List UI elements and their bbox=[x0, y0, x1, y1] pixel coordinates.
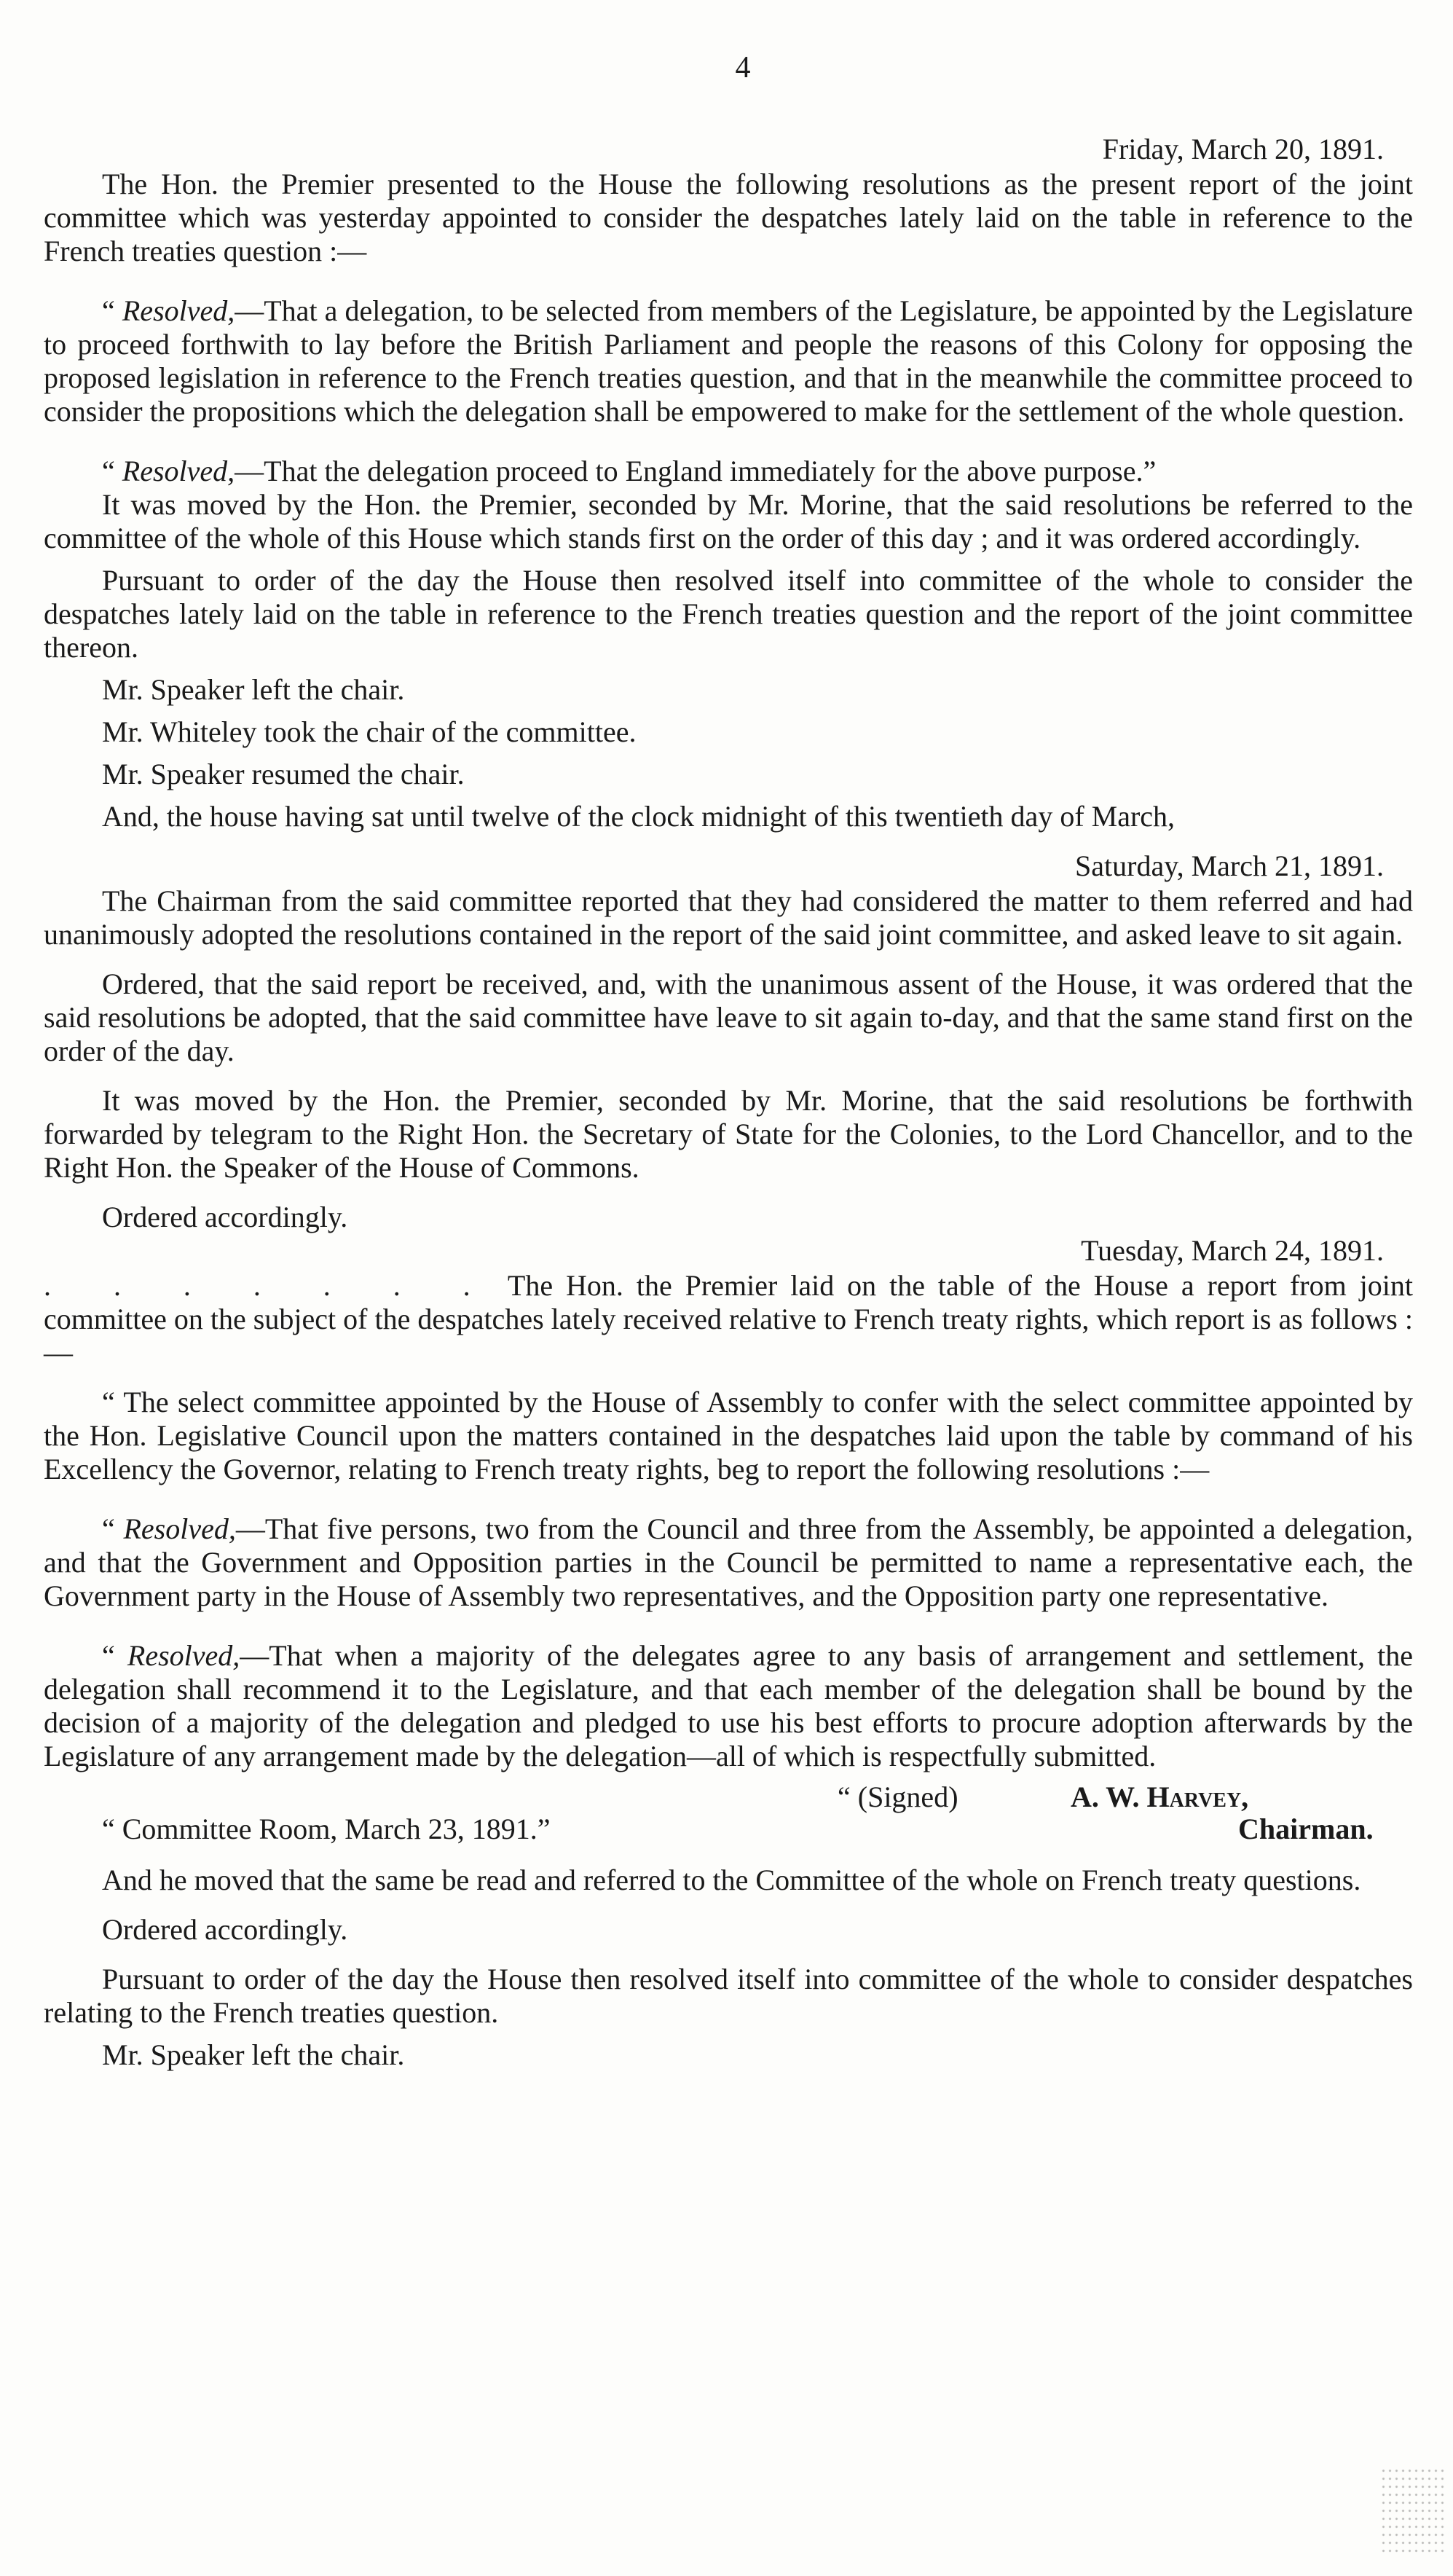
paragraph-speaker-left-2: Mr. Speaker left the chair. bbox=[102, 2038, 405, 2071]
paragraph-moved-referred: It was moved by the Hon. the Premier, seconded by Mr. Morine, that the said resolutions be referred to the committee of the whole of this House which stands first on the order of this day ; and it was ordered accordingly. bbox=[44, 488, 1413, 554]
paragraph-pursuant-despatches: Pursuant to order of the day the House then resolved itself into committee of the whole to consider despatches relating to the French treaties question. bbox=[44, 1963, 1413, 2029]
page-number: 4 bbox=[735, 51, 751, 85]
paragraph-pursuant-order: Pursuant to order of the day the House then resolved itself into committee of the whole to consider the despatches lately laid on the table in reference to the French treaties question and the report of the joint committee thereon. bbox=[44, 564, 1413, 664]
paragraph-whiteley-chair: Mr. Whiteley took the chair of the committee. bbox=[102, 715, 637, 748]
paragraph-moved-read: And he moved that the same be read and referred to the Committee of the whole on French treaty questions. bbox=[102, 1864, 1361, 1896]
signature-block bbox=[44, 1780, 1413, 1847]
paragraph-speaker-resumed: Mr. Speaker resumed the chair. bbox=[102, 758, 465, 790]
paragraph-ordered-received: Ordered, that the said report be received, and, with the unanimous assent of the House, it was ordered that the said resolutions be adopted, that the said committee have leave to sit again to-day, and that the same stand first on the order of the day. bbox=[44, 967, 1413, 1067]
quote-mark: “ bbox=[102, 1512, 124, 1545]
paragraph-select-committee: “ The select committee appointed by the House of Assembly to confer with the select committee appointed by the Hon. Legislative Council upon the matters contained in the despatches laid upon the table by command of his Excellency the Governor, relating to French treaty rights, beg to report the following resolutions :— bbox=[44, 1386, 1413, 1485]
resolution-text: —That a delegation, to be selected from members of the Legislature, be appointed by the Legislature to proceed forthwith to lay before the British Parliament and people the reasons of this Colony for opposing the proposed legislation in reference to the French treaties question, and that in the meanwhile the committee proceed to consider the propositions which the delegation shall be empowered to make for the settlement of the whole question. bbox=[44, 294, 1413, 428]
resolved-label: Resolved, bbox=[122, 294, 235, 327]
resolution-text: —That when a majority of the delegates agree to any basis of arrangement and settlement, the delegation shall recommend it to the Legislature, and that each member of the delegation shall be bound by the decision of a majority of the delegation and pledged to use his best efforts to procure adoption afterwards by the Legislature of any arrangement made by the delegation—all of which is respectfully submitted. bbox=[44, 1639, 1413, 1772]
paragraph-speaker-left: Mr. Speaker left the chair. bbox=[102, 673, 405, 706]
document-page bbox=[44, 51, 1413, 2072]
resolved-label: Resolved, bbox=[127, 1639, 240, 1672]
resolution-delegation bbox=[44, 294, 1413, 428]
paragraph-house-sat: And, the house having sat until twelve of the clock midnight of this twentieth day of March, bbox=[102, 800, 1176, 833]
signer-name bbox=[1071, 1780, 1248, 1814]
resolved-label: Resolved, bbox=[123, 1512, 236, 1545]
resolution-text: —That the delegation proceed to England immediately for the above purpose.” bbox=[235, 455, 1157, 487]
quote-mark: “ bbox=[102, 455, 122, 487]
quote-mark: “ bbox=[102, 294, 122, 327]
signer-title: Chairman. bbox=[1238, 1813, 1374, 1845]
date-heading-march-21: Saturday, March 21, 1891. bbox=[1075, 849, 1384, 882]
paragraph-ordered-accordingly: Ordered accordingly. bbox=[102, 1201, 348, 1233]
resolved-label: Resolved, bbox=[122, 455, 235, 487]
signer-surname-rest: arvey, bbox=[1169, 1780, 1249, 1813]
resolution-five-persons bbox=[44, 1512, 1413, 1613]
paragraph-ordered-accordingly-2: Ordered accordingly. bbox=[102, 1913, 348, 1946]
quote-mark: “ bbox=[102, 1639, 127, 1672]
resolution-proceed-england bbox=[44, 455, 1413, 488]
date-heading-march-24: Tuesday, March 24, 1891. bbox=[1081, 1234, 1384, 1267]
paragraph-moved-telegram: It was moved by the Hon. the Premier, seconded by Mr. Morine, that the said resolutions be forthwith forwarded by telegram to the Right Hon. the Secretary of State for the Colonies, to the Lord Chancellor, and to the Right Hon. the Speaker of the House of Commons. bbox=[44, 1084, 1413, 1184]
paragraph-premier-presented: The Hon. the Premier presented to the House the following resolutions as the present report of the joint committee which was yesterday appointed to consider the despatches lately laid on the table in reference to the French treaties question :— bbox=[44, 168, 1413, 267]
signed-label: “ (Signed) bbox=[838, 1780, 958, 1813]
resolution-text: —That five persons, two from the Council and three from the Assembly, be appointed a delegation, and that the Government and Opposition parties in the Council be permitted to name a representative each, the Government party in the House of Assembly two representatives, and the Opposition party one representative. bbox=[44, 1512, 1413, 1612]
paragraph-chairman-reported: The Chairman from the said committee reported that they had considered the matter to them referred and had unanimously adopted the resolutions contained in the report of the said joint committee, and asked leave to sit again. bbox=[44, 884, 1413, 951]
date-heading-march-20: Friday, March 20, 1891. bbox=[1102, 133, 1384, 165]
scan-noise bbox=[1380, 2467, 1446, 2554]
resolution-majority-delegates bbox=[44, 1639, 1413, 1773]
paragraph-text: The Hon. the Premier laid on the table of the House a report from joint committee on the subject of the despatches lately received relative to French treaty rights, which report is as follows :— bbox=[44, 1269, 1414, 1369]
signer-initials: A. W. H bbox=[1071, 1780, 1170, 1813]
leader-dots: . . . . . . . bbox=[44, 1269, 495, 1302]
paragraph-premier-laid-report bbox=[44, 1269, 1413, 1370]
committee-room-line: “ Committee Room, March 23, 1891.” bbox=[102, 1813, 551, 1845]
